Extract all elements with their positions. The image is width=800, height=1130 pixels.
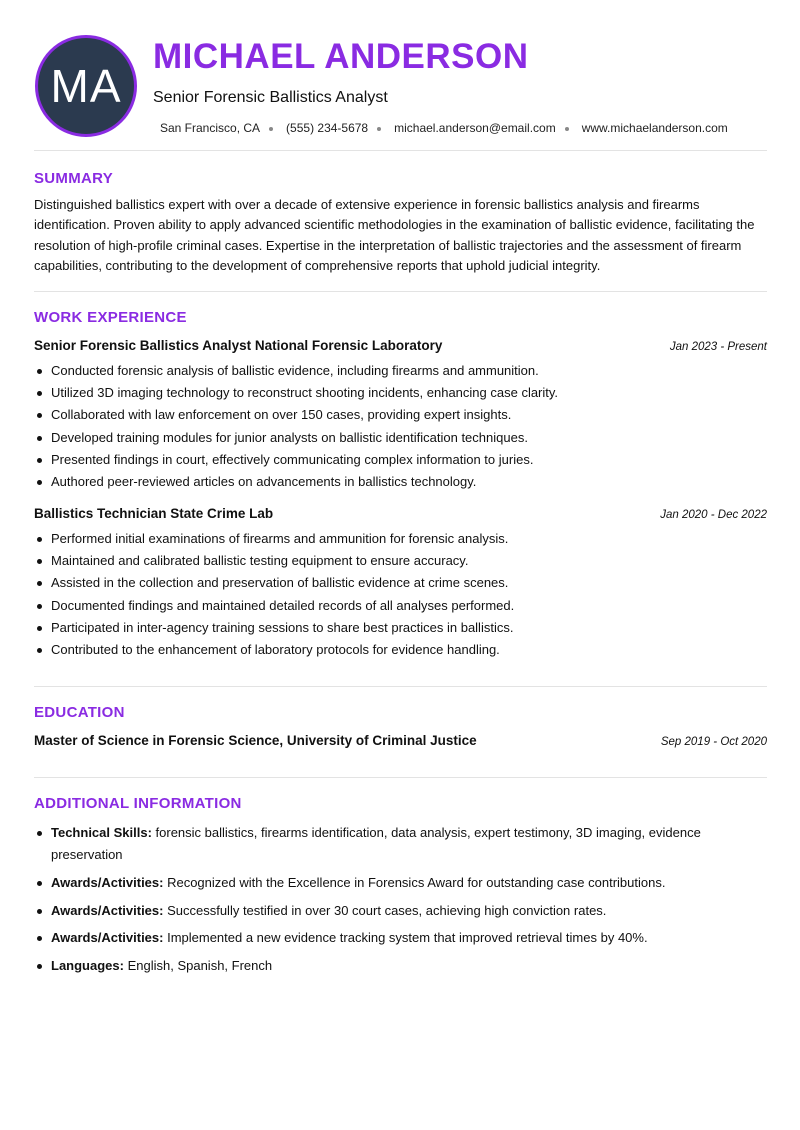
contact-phone: (555) 234-5678	[286, 121, 369, 135]
job-role: Ballistics Technician State Crime Lab	[34, 506, 274, 521]
list-item: Assisted in the collection and preservation of ballistic evidence at crime scenes.	[34, 572, 767, 594]
item-label: Technical Skills:	[51, 825, 152, 840]
job-role: Senior Forensic Ballistics Analyst National Forensic Laboratory	[34, 338, 443, 353]
candidate-title: Senior Forensic Ballistics Analyst	[153, 89, 388, 106]
list-item: Performed initial examinations of firearms and ammunition for forensic analysis.	[34, 528, 767, 550]
list-item: Participated in inter-agency training sessions to share best practices in ballistics.	[34, 617, 767, 639]
job-bullets	[34, 528, 767, 661]
contact-location: San Francisco, CA	[160, 121, 261, 135]
list-item	[34, 955, 767, 977]
contact-website[interactable]: www.michaelanderson.com	[581, 121, 728, 135]
list-item	[34, 927, 767, 949]
list-item: Authored peer-reviewed articles on advancements in ballistics technology.	[34, 471, 767, 493]
item-label: Awards/Activities:	[51, 902, 164, 918]
list-item: Maintained and calibrated ballistic testing equipment to ensure accuracy.	[34, 550, 767, 572]
education-degree: Master of Science in Forensic Science, University of Criminal Justice	[34, 733, 477, 748]
item-label: Languages:	[51, 958, 124, 974]
item-text: Recognized with the Excellence in Forensics Award for outstanding case contributions.	[163, 874, 666, 890]
list-item: Collaborated with law enforcement on over 150 cases, providing expert insights.	[34, 404, 767, 426]
section-divider	[34, 291, 767, 292]
separator-dot-icon	[565, 127, 569, 131]
education-dates: Sep 2019 - Oct 2020	[660, 736, 767, 748]
list-item	[34, 900, 767, 922]
experience-heading: WORK EXPERIENCE	[34, 309, 187, 326]
item-text: English, Spanish, French	[123, 958, 273, 974]
education-entry	[34, 733, 767, 748]
list-item: Contributed to the enhancement of laboratory protocols for evidence handling.	[34, 639, 767, 661]
list-item	[34, 872, 767, 894]
job-dates: Jan 2020 - Dec 2022	[660, 509, 767, 521]
item-text: forensic ballistics, firearms identification, data analysis, expert testimony, 3D imaging, evidence preservation	[51, 825, 701, 863]
list-item: Presented findings in court, effectively communicating complex information to juries.	[34, 449, 767, 471]
item-text: Successfully testified in over 30 court cases, achieving high conviction rates.	[163, 902, 607, 918]
list-item	[34, 822, 767, 866]
item-text: Implemented a new evidence tracking system that improved retrieval times by 40%.	[163, 930, 648, 946]
list-item: Documented findings and maintained detailed records of all analyses performed.	[34, 595, 767, 617]
list-item: Conducted forensic analysis of ballistic evidence, including firearms and ammunition.	[34, 360, 767, 382]
avatar	[35, 35, 137, 137]
list-item: Utilized 3D imaging technology to reconstruct shooting incidents, enhancing case clarity.	[34, 382, 767, 404]
job-bullets	[34, 360, 767, 493]
additional-heading: ADDITIONAL INFORMATION	[34, 795, 242, 812]
summary-text: Distinguished ballistics expert with over a decade of extensive experience in forensic ballistics analysis and firearms identification. Proven ability to apply advanced scientific methodologies in the examination of ballistic evidence, facilitating the resolution of high-profile criminal cases. Expertise in the interpretation of ballistic trajectories and the assessment of firearm capabilities, contributing to the development of comprehensive reports that uphold judicial integrity.	[34, 197, 755, 274]
separator-dot-icon	[377, 127, 381, 131]
additional-list	[34, 822, 767, 983]
avatar-initials: MA	[50, 60, 122, 112]
education-heading: EDUCATION	[34, 704, 125, 721]
section-divider	[34, 777, 767, 778]
job-header	[34, 338, 767, 353]
candidate-name: MICHAEL ANDERSON	[153, 37, 529, 76]
item-label: Awards/Activities:	[51, 930, 164, 946]
contact-line	[160, 121, 728, 135]
section-divider	[34, 686, 767, 687]
contact-email[interactable]: michael.anderson@email.com	[394, 121, 556, 135]
item-label: Awards/Activities:	[51, 874, 164, 890]
list-item: Developed training modules for junior analysts on ballistic identification techniques.	[34, 427, 767, 449]
section-divider	[34, 150, 767, 151]
summary-heading: SUMMARY	[34, 170, 114, 187]
job-header	[34, 506, 767, 521]
job-dates: Jan 2023 - Present	[669, 341, 767, 353]
separator-dot-icon	[269, 127, 273, 131]
